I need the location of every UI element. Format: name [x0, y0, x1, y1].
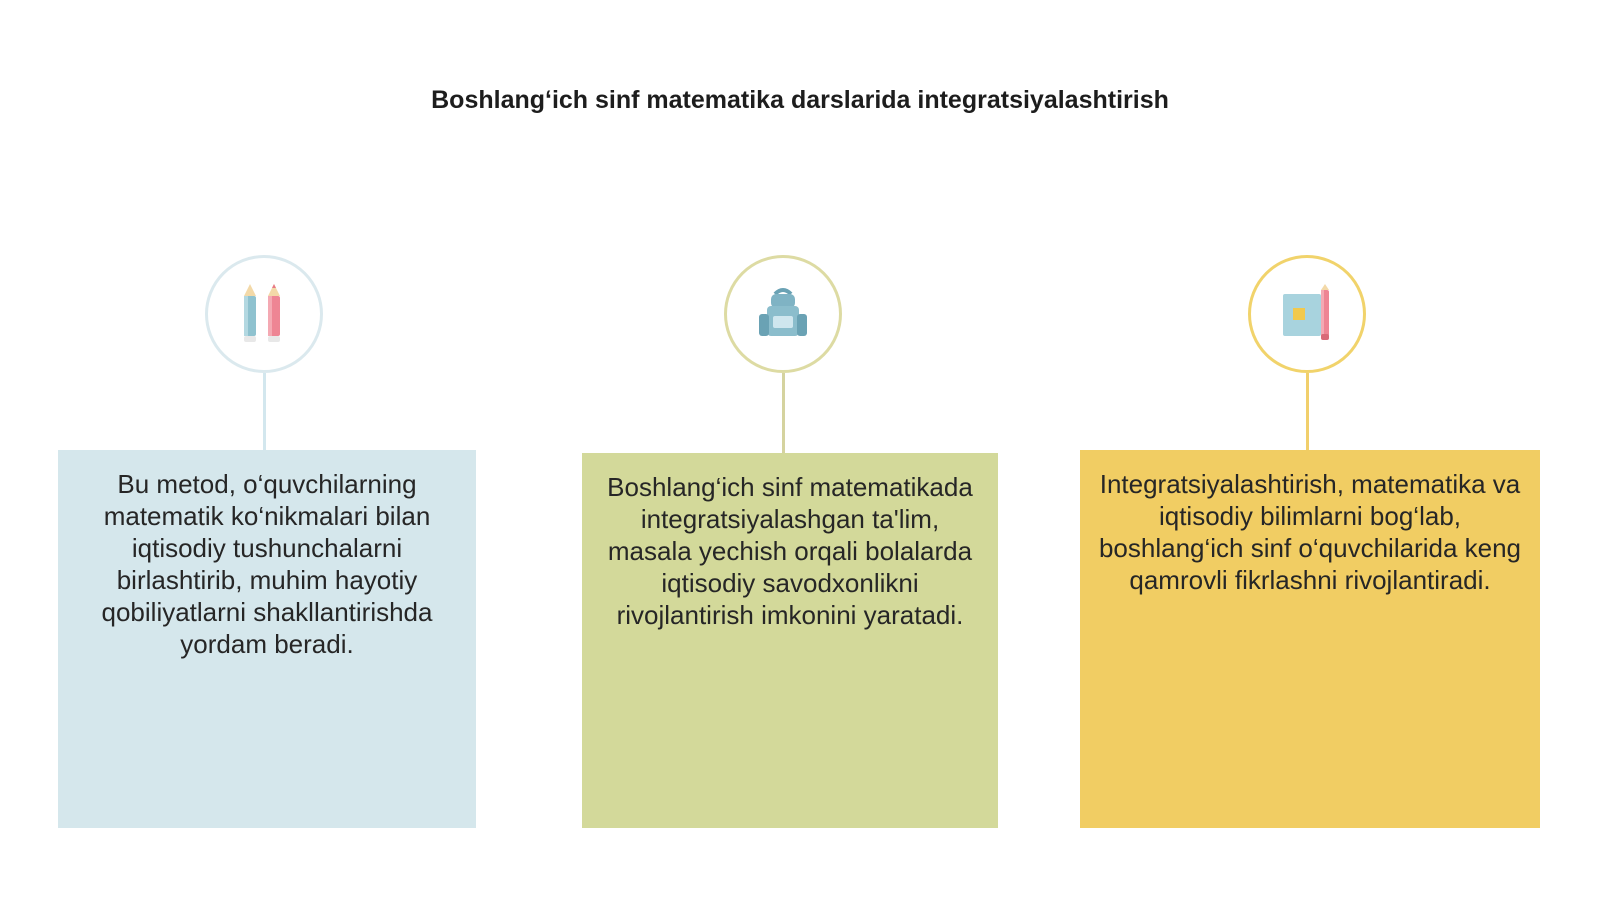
icon-circle-3 [1248, 255, 1366, 373]
text-card-2: Boshlang‘ich sinf matematikada integratsiyalashgan ta'lim, masala yechish orqali bolalarda iqtisodiy savodxonlikni rivojlantirish imkonini yaratadi. [582, 453, 998, 828]
pencils-icon [238, 282, 290, 346]
text-card-3: Integratsiyalashtirish, matematika va iqtisodiy bilimlarni bog‘lab, boshlang‘ich sinf o‘quvchilarida keng qamrovli fikrlashni rivojlantiradi. [1080, 450, 1540, 828]
page-title: Boshlang‘ich sinf matematika darslarida integratsiyalashtirish [431, 86, 1169, 114]
connector-line-3 [1306, 373, 1309, 450]
icon-circle-1 [205, 255, 323, 373]
connector-line-2 [782, 373, 785, 453]
paper-and-pencil-icon [1277, 284, 1337, 344]
text-card-1: Bu metod, o‘quvchilarning matematik ko‘nikmalari bilan iqtisodiy tushunchalarni birlashtirib, muhim hayotiy qobiliyatlarni shakllantirishda yordam beradi. [58, 450, 476, 828]
school-bag-icon [753, 284, 813, 344]
connector-line-1 [263, 373, 266, 450]
icon-circle-2 [724, 255, 842, 373]
